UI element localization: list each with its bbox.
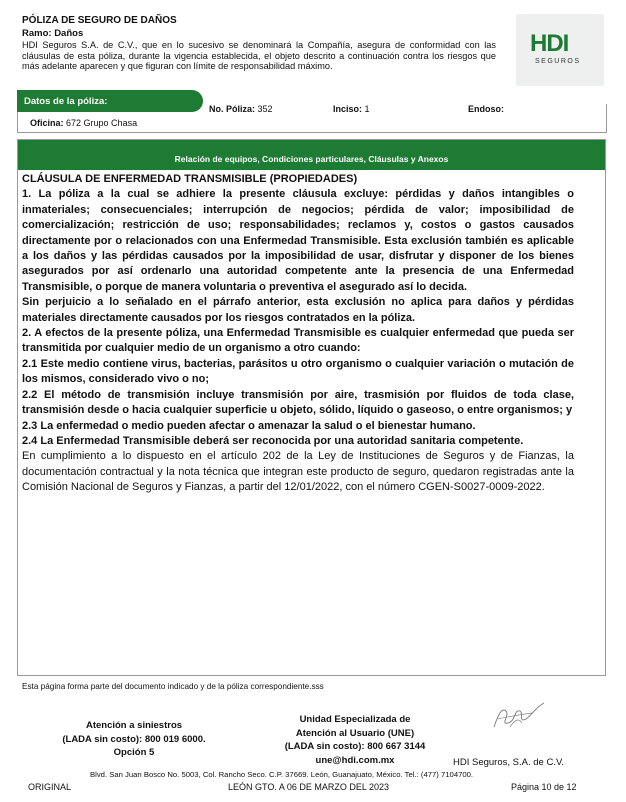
- hdi-logo-text: HDI: [530, 30, 569, 57]
- ramo-label: Ramo: Daños: [22, 28, 84, 39]
- claims-contact-line: Atención a siniestros: [85, 720, 183, 731]
- une-email: une@hdi.com.mx: [315, 754, 395, 766]
- inciso-field: [333, 104, 370, 114]
- company-name: HDI Seguros, S.A. de C.V.: [453, 757, 565, 768]
- policy-number-label: No. Póliza:: [209, 104, 256, 114]
- inciso-value: 1: [364, 104, 370, 114]
- original-label: ORIGINAL: [28, 782, 72, 792]
- clause-paragraph-7: 2.4 La Enfermedad Transmisible deberá ser reconocida por una autoridad sanitaria competente.: [22, 434, 524, 447]
- clauses-header-bar: Relación de equipos, Condiciones particulares, Cláusulas y Anexos: [18, 140, 605, 170]
- document-title: PÓLIZA DE SEGURO DE DAÑOS: [22, 15, 177, 26]
- une-contact-line: Unidad Especializada de: [299, 714, 411, 725]
- clause-title: CLÁUSULA DE ENFERMEDAD TRANSMISIBLE (PROPIEDADES): [22, 173, 358, 185]
- policy-number-field: [209, 104, 273, 114]
- endoso-label: Endoso:: [468, 104, 504, 114]
- signature-icon: [488, 697, 548, 735]
- claims-contact-line: Opción 5: [113, 747, 155, 758]
- company-address: Blvd. San Juan Bosco No. 5003, Col. Rancho Seco. C.P. 37669. León, Guanajuato, México. Tel.: (477) 7104700.: [90, 770, 474, 779]
- oficina-label: Oficina:: [30, 118, 64, 128]
- clause-paragraph-8: En cumplimiento a lo dispuesto en el artículo 202 de la Ley de Instituciones de Seguros y de Fianzas, la documentación contractual y la nota técnica que integran este producto de seguro, quedaron registradas ante la Comisión Nacional de Seguros y Fianzas, a partir del 12/01/2022, con el número CGEN-S0027-0009-2022.: [22, 450, 574, 494]
- policy-data-tab: [17, 90, 203, 112]
- oficina-field: [30, 118, 137, 128]
- hdi-logo-subtext: SEGUROS: [535, 58, 581, 65]
- place-date: LEÓN GTO. A 06 DE MARZO DEL 2023: [228, 782, 390, 792]
- endoso-field: [468, 104, 504, 114]
- une-contact-line: (LADA sin costo): 800 667 3144: [284, 741, 426, 752]
- page-number: Página 10 de 12: [511, 782, 577, 792]
- une-contact: [275, 713, 435, 767]
- policy-number-value: 352: [257, 104, 273, 114]
- claims-contact-line: (LADA sin costo): 800 019 6000.: [62, 733, 206, 745]
- policy-data-label: Datos de la póliza:: [24, 96, 108, 107]
- clause-paragraph-2: Sin perjuicio a lo señalado en el párrafo anterior, esta exclusión no aplica para daños y pérdidas materiales directamente causados por los riesgos contratados en la póliza.: [22, 296, 574, 324]
- intro-text: HDI Seguros S.A. de C.V., que en lo sucesivo se denominará la Compañía, asegura de conformidad con las cláusulas de esta póliza, durante la vigencia establecida, el objeto descrito a continuación contra los riesgos que más adelante aparecen y que figuran con límite de responsabilidad máximo.: [22, 40, 496, 71]
- clause-paragraph-6: 2.3 La enfermedad o medio pueden afectar o amenazar la salud o el bienestar humano.: [22, 419, 476, 432]
- inciso-label: Inciso:: [333, 104, 363, 114]
- une-contact-line: Atención al Usuario (UNE): [295, 727, 415, 739]
- page-footnote: Esta página forma parte del documento indicado y de la póliza correspondiente.sss: [22, 682, 324, 691]
- clause-body: [22, 172, 574, 496]
- oficina-value: 672 Grupo Chasa: [66, 118, 138, 128]
- clause-paragraph-4: 2.1 Este medio contiene virus, bacterias, parásitos u otro organismo o cualquier variación o mutación de los mismos, considerado vivo o no;: [22, 357, 574, 386]
- clause-paragraph-5: 2.2 El método de transmisión incluye transmisión por aire, trasmisión por fluidos de toda clase, transmisión desde o hacia cualquier superficie u objeto, sólido, líquido o gaseoso, o entre organismos; y: [22, 388, 574, 417]
- clause-paragraph-3: 2. A efectos de la presente póliza, una Enfermedad Transmisible es cualquier enfermedad que pueda ser transmitida por cualquier medio de un organismo a otro cuando:: [22, 327, 574, 355]
- claims-contact: [44, 719, 224, 760]
- clause-paragraph-1: 1. La póliza a la cual se adhiere la presente cláusula excluye: pérdidas y daños intangibles o inmateriales; consecuenciales; interrupción de negocios; pérdida de valor; imposibilidad de comercialización; restricción de uso; responsabilidades; reclamos y, costos o gastos causados directamente por o relacionados con una Enfermedad Transmisible. Esta exclusión también es aplicable a los daños y las pérdidas causados por la imposibilidad de usar, disfrutar y disponer de los bienes asegurados por así ordenarlo una autoridad competente ante la presencia de una Enfermedad Transmisible, o porque de manera voluntaria o preventiva el asegurado así lo decida.: [22, 188, 574, 293]
